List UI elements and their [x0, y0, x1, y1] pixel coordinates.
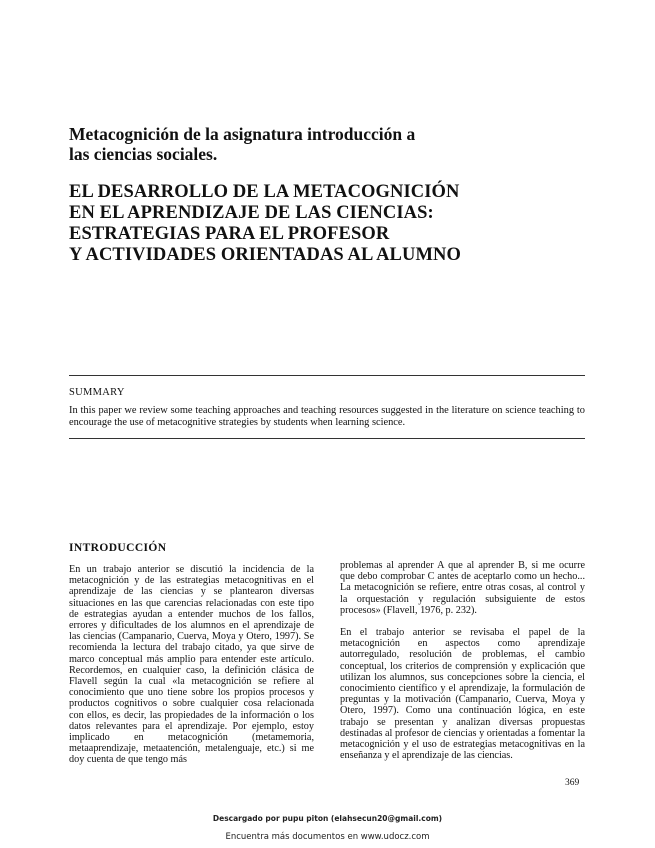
introduction-heading: INTRODUCCIÓN — [69, 542, 167, 554]
article-title-line: EL DESARROLLO DE LA METACOGNICIÓN — [69, 182, 460, 202]
paragraph: En el trabajo anterior se revisaba el papel de la metacognición en aspectos como aprendizaje autorregulado, resolución de problemas, el cambio conceptual, los criterios de comprensión y explicación que utilizan los alumnos, sus concepciones sobre la ciencia, el conocimiento científico y el aprendizaje, la formulación de preguntas y la motivación (Campanario, Cuerva, Moya y Otero, 1997). Como una continuación lógica, en este trabajo se presentan y analizan diversas propuestas destinadas al profesor de ciencias y orientadas a fomentar la metacognición y el uso de estrategias metacognitivas en la enseñanza y el aprendizaje de las ciencias. — [340, 627, 585, 762]
article-title — [69, 182, 569, 266]
document-title-line: las ciencias sociales. — [69, 144, 218, 164]
summary-top-rule — [69, 375, 585, 376]
page-number: 369 — [565, 778, 580, 788]
text-column-left — [69, 564, 314, 766]
document-title-line: Metacognición de la asignatura introducción a — [69, 124, 416, 144]
article-title-line: EN EL APRENDIZAJE DE LAS CIENCIAS: — [69, 203, 434, 223]
document-title — [69, 124, 509, 164]
more-documents-link[interactable]: Encuentra más documentos en www.udocz.com — [225, 832, 430, 842]
summary-heading: SUMMARY — [69, 387, 125, 398]
summary-bottom-rule — [69, 438, 585, 439]
paragraph: En un trabajo anterior se discutió la incidencia de la metacognición y de las estrategias metacognitivas en el aprendizaje de las ciencias y se plantearon diversas situaciones en las que carencias relacionadas con este tipo de estrategias ayudan a entender muchos de los fallos, errores y dificultades de los alumnos en el aprendizaje de las ciencias (Campanario, Cuerva, Moya y Otero, 1997). Se recomienda la lectura del trabajo citado, ya que sirve de marco conceptual más amplio para entender este artículo. Recordemos, en cualquier caso, la definición clásica de Flavell según la cual «la metacognición se refiere al conocimiento que uno tiene sobre los propios procesos y productos cognitivos o sobre cualquier cosa relacionada con ellos, es decir, las propiedades de la información o los datos relevantes para el aprendizaje. Por ejemplo, estoy implicado en metacognición (metamemoria, metaaprendizaje, metaatención, metalenguaje, etc.) si me doy cuenta de que tengo más — [69, 564, 314, 766]
text-column-right — [340, 560, 585, 761]
paragraph: problemas al aprender A que al aprender B, si me ocurre que debo comprobar C antes de aceptarlo como un hecho... La metacognición se refiere, entre otras cosas, al control y la orquestación y regulación subsiguiente de estos procesos» (Flavell, 1976, p. 232). — [340, 560, 585, 616]
article-title-line: ESTRATEGIAS PARA EL PROFESOR — [69, 224, 390, 244]
summary-text: In this paper we review some teaching approaches and teaching resources suggested in the literature on science teaching to encourage the use of metacognitive strategies by students when learning science. — [69, 405, 585, 428]
article-title-line: Y ACTIVIDADES ORIENTADAS AL ALUMNO — [69, 245, 461, 265]
download-notice: Descargado por pupu piton (elahsecun20@gmail.com) — [212, 814, 443, 823]
